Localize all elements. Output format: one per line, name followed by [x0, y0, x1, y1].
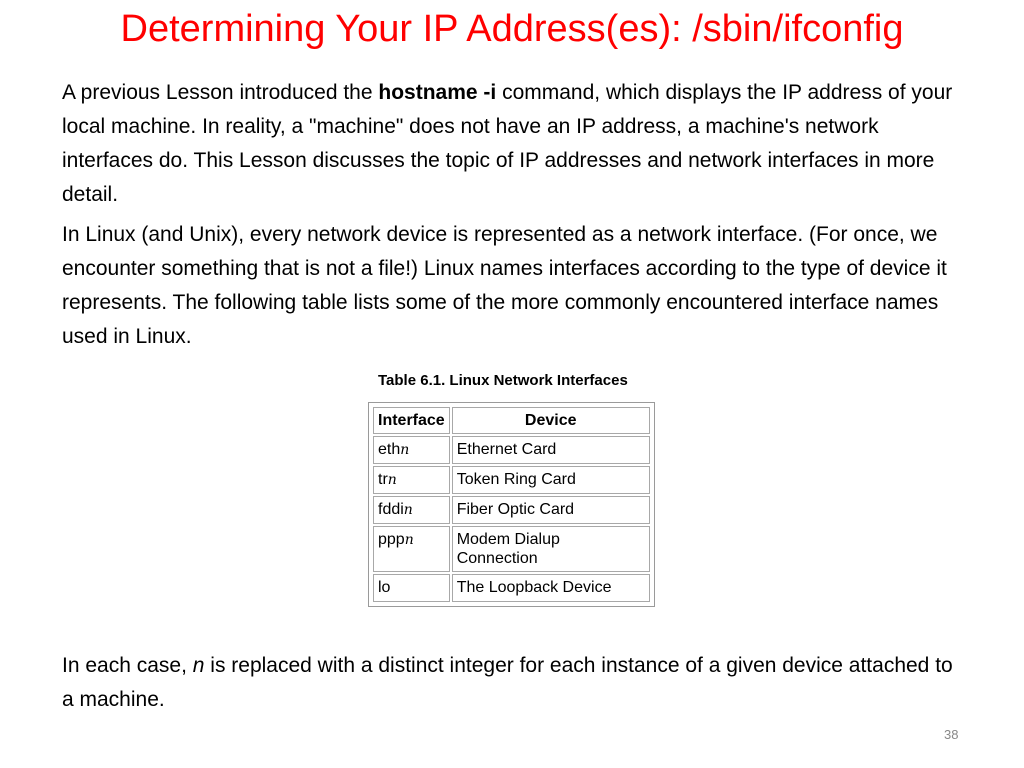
table-row	[373, 466, 650, 494]
table-row	[373, 436, 650, 464]
interface-prefix: eth	[378, 441, 401, 458]
interface-cell	[373, 574, 450, 602]
interface-cell	[373, 466, 450, 494]
table-row	[373, 496, 650, 524]
interface-prefix: fddi	[378, 501, 404, 518]
table-row	[373, 574, 650, 602]
closing-text-before: In each case,	[62, 654, 193, 677]
device-cell: Token Ring Card	[452, 466, 650, 494]
table-header-row	[373, 407, 650, 434]
interface-prefix: lo	[378, 579, 391, 596]
intro-text-before: A previous Lesson introduced the	[62, 81, 379, 104]
table-row	[373, 526, 650, 572]
closing-text-after: is replaced with a distinct integer for each instance of a given device attached to a machine.	[62, 654, 953, 711]
header-interface: Interface	[373, 407, 450, 434]
intro-text-after: command, which displays the IP address of your local machine. In reality, a "machine" does not have an IP address, a machine's network interfaces do. This Lesson discusses the topic of IP addresses and network interfaces in more detail.	[62, 81, 953, 206]
interface-prefix: ppp	[378, 531, 405, 548]
network-interfaces-table	[368, 402, 655, 607]
interface-suffix: n	[403, 502, 413, 518]
interface-cell	[373, 526, 450, 572]
hostname-command: hostname -i	[378, 81, 497, 104]
closing-paragraph	[62, 649, 967, 717]
slide-title: Determining Your IP Address(es): /sbin/ifconfig	[120, 8, 904, 50]
intro-paragraph	[62, 76, 967, 212]
device-cell: Ethernet Card	[452, 436, 650, 464]
device-cell: Fiber Optic Card	[452, 496, 650, 524]
device-cell: Modem Dialup Connection	[452, 526, 650, 572]
page-number: 38	[944, 727, 959, 742]
interface-cell	[373, 496, 450, 524]
device-cell: The Loopback Device	[452, 574, 650, 602]
interface-suffix: n	[404, 532, 414, 548]
interface-suffix: n	[400, 442, 410, 458]
variable-n: n	[192, 654, 205, 677]
table-caption: Table 6.1. Linux Network Interfaces	[378, 372, 628, 389]
interface-prefix: tr	[378, 471, 388, 488]
header-device: Device	[452, 407, 650, 434]
interface-cell	[373, 436, 450, 464]
interface-suffix: n	[387, 472, 397, 488]
interfaces-paragraph: In Linux (and Unix), every network device is represented as a network interface. (For once, we encounter something that is not a file!) Linux names interfaces according to the type of device it represents. The following table lists some of the more commonly encountered interface names used in Linux.	[62, 223, 947, 348]
